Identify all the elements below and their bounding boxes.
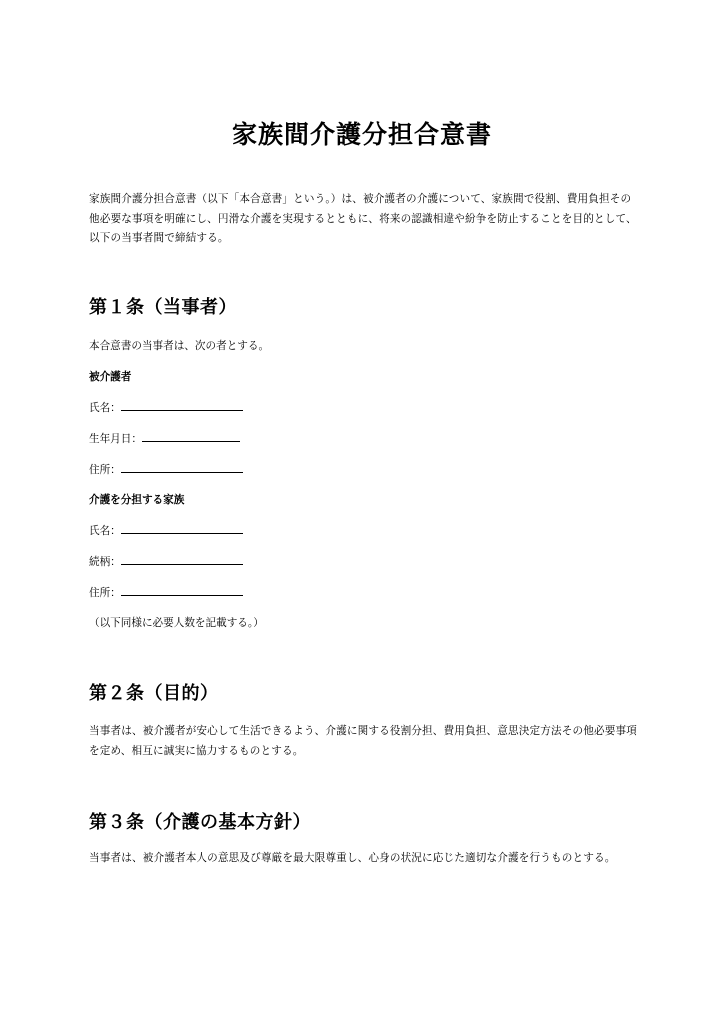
family-name-label: 氏名： bbox=[89, 525, 121, 537]
care-recipient-address-field bbox=[89, 461, 243, 478]
care-recipient-name-field bbox=[89, 399, 243, 416]
family-address-label: 住所： bbox=[89, 587, 121, 599]
care-recipient-address-blank bbox=[121, 461, 243, 473]
article-1-note: （以下同様に必要人数を記載する。） bbox=[89, 617, 264, 629]
article-1-intro: 本合意書の当事者は、次の者とする。 bbox=[89, 340, 270, 352]
document-title: 家族間介護分担合意書 bbox=[231, 120, 492, 149]
family-name-blank bbox=[121, 522, 243, 534]
article-3-heading: 第３条（介護の基本方針） bbox=[89, 812, 311, 833]
care-recipient-dob-field bbox=[89, 430, 240, 447]
family-relation-label: 続柄： bbox=[89, 556, 121, 568]
family-relation-field bbox=[89, 553, 243, 570]
preamble-paragraph: 家族間介護分担合意書（以下「本合意書」という。）は、被介護者の介護について、家族間で役割、費用負担その他必要な事項を明確にし、円滑な介護を実現するとともに、将来の認識相違や紛争を防止することを目的として、以下の当事者間で締結する。 bbox=[89, 193, 637, 244]
family-address-field bbox=[89, 584, 243, 601]
care-recipient-address-label: 住所： bbox=[89, 464, 121, 476]
care-recipient-name-label: 氏名： bbox=[89, 402, 121, 414]
family-address-blank bbox=[121, 584, 243, 596]
care-recipient-name-blank bbox=[121, 399, 243, 411]
care-recipient-dob-label: 生年月日： bbox=[89, 433, 142, 445]
article-1-heading: 第１条（当事者） bbox=[89, 297, 237, 318]
family-member-label: 介護を分担する家族 bbox=[89, 494, 185, 506]
article-3-body: 当事者は、被介護者本人の意思及び尊厳を最大限尊重し、心身の状況に応じた適切な介護を行うものとする。 bbox=[89, 852, 616, 864]
care-recipient-dob-blank bbox=[142, 430, 240, 442]
family-name-field bbox=[89, 522, 243, 539]
care-recipient-label: 被介護者 bbox=[89, 371, 132, 383]
article-2-heading: 第２条（目的） bbox=[89, 683, 219, 704]
family-relation-blank bbox=[121, 553, 243, 565]
article-2-body: 当事者は、被介護者が安心して生活できるよう、介護に関する役割分担、費用負担、意思決定方法その他必要事項を定め、相互に誠実に協力するものとする。 bbox=[89, 725, 637, 757]
